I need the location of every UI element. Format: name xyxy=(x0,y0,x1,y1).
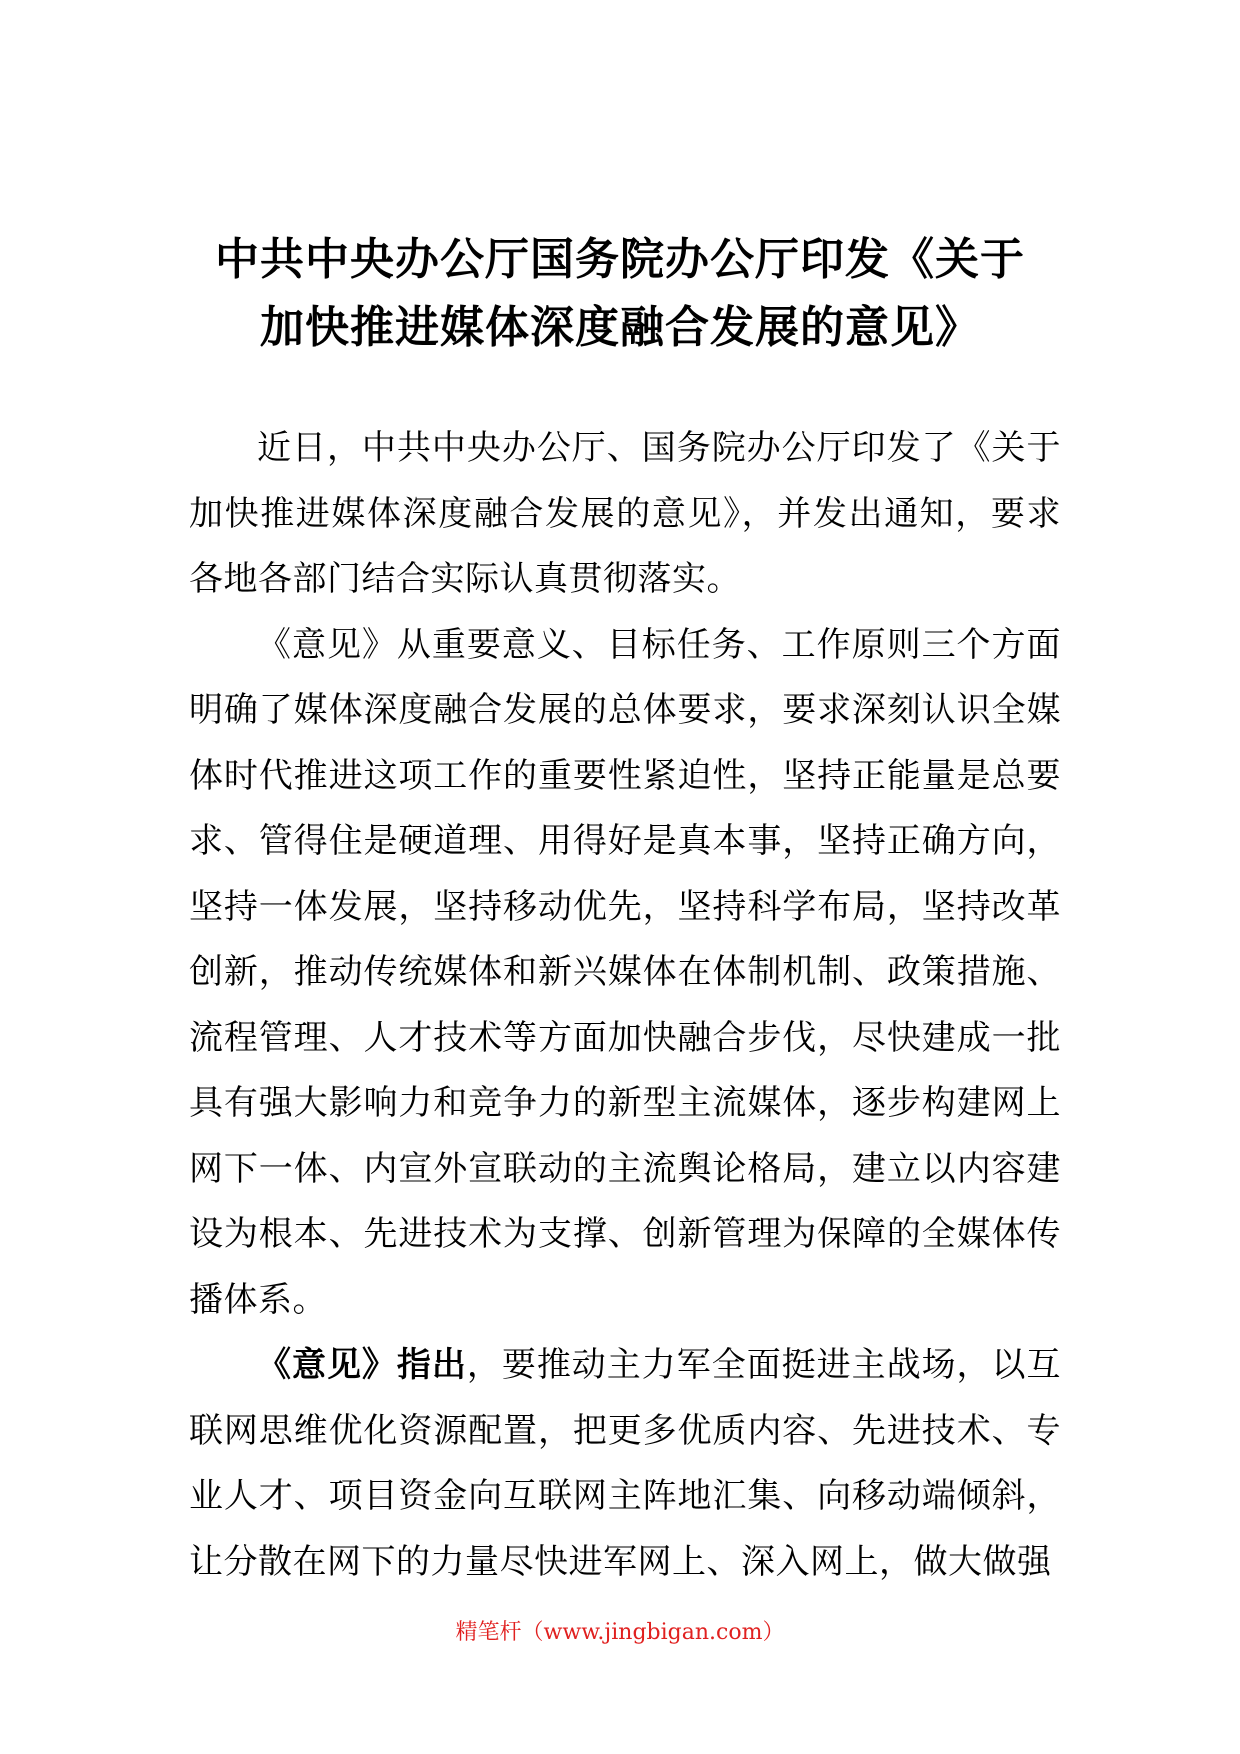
page-title xyxy=(150,226,1090,362)
paragraph-3-lead: 《意见》指出 xyxy=(257,1345,467,1385)
paragraph-3 xyxy=(189,1333,1061,1595)
paragraph-3-text: ，要推动主力军全面挺进主战场，以互联网思维优化资源配置，把更多优质内容、先进技术、专业人才、项目资金向互联网主阵地汇集、向移动端倾斜，让分散在网下的力量尽快进军网上、深入网上，做大做强 xyxy=(189,1345,1062,1582)
footer-watermark: 精笔杆（www.jingbigan.com） xyxy=(455,1620,785,1645)
paragraph-2 xyxy=(189,613,1061,1334)
paragraph-2-text: 《意见》从重要意义、目标任务、工作原则三个方面明确了媒体深度融合发展的总体要求，要求深刻认识全媒体时代推进这项工作的重要性紧迫性，坚持正能量是总要求、管得住是硬道理、用得好是真本事，坚持正确方向，坚持一体发展，坚持移动优先，坚持科学布局，坚持改革创新，推动传统媒体和新兴媒体在体制机制、政策措施、流程管理、人才技术等方面加快融合步伐，尽快建成一批具有强大影响力和竞争力的新型主流媒体，逐步构建网上网下一体、内宣外宣联动的主流舆论格局，建立以内容建设为根本、先进技术为支撑、创新管理为保障的全媒体传播体系。 xyxy=(189,624,1061,1320)
paragraph-1 xyxy=(189,416,1061,613)
paragraph-1-text: 近日，中共中央办公厅、国务院办公厅印发了《关于加快推进媒体深度融合发展的意见》，并发出通知，要求各地各部门结合实际认真贯彻落实。 xyxy=(189,428,1061,599)
document-body xyxy=(189,416,1061,1595)
title-line-2: 加快推进媒体深度融合发展的意见》 xyxy=(260,302,980,353)
title-line-1: 中共中央办公厅国务院办公厅印发《关于 xyxy=(215,234,1025,285)
